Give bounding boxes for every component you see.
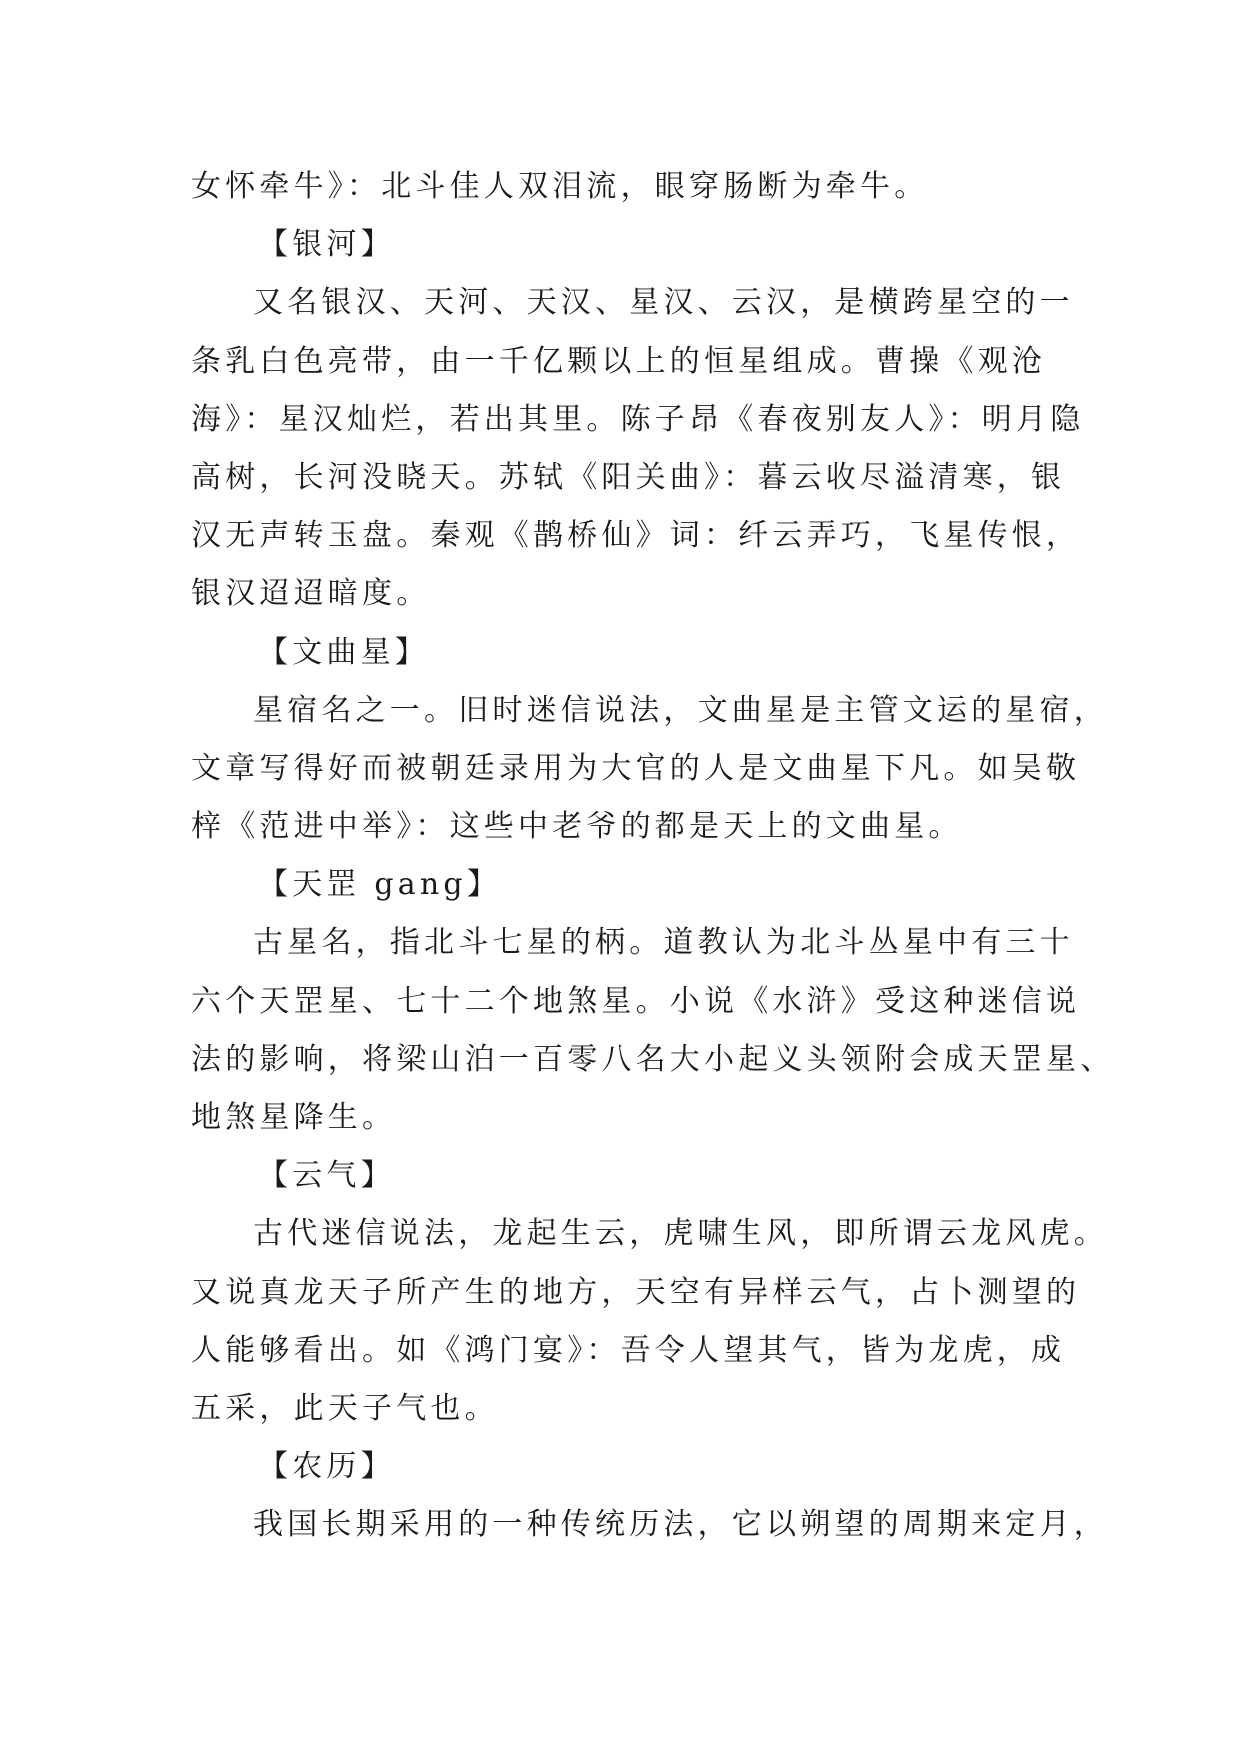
paragraph-line: 女怀牵牛》：北斗佳人双泪流，眼穿肠断为牵牛。 [191,169,929,204]
paragraph-line: 古星名，指北斗七星的柄。道教认为北斗丛星中有三十 [253,925,1074,961]
paragraph-line: 文章写得好而被朝廷录用为大官的人是文曲星下凡。如吴敬 [191,750,1081,786]
section-heading-wenquxing: 【文曲星】 [258,634,429,670]
section-heading-yunqi: 【云气】 [258,1158,395,1194]
paragraph-line: 五采，此天子气也。 [191,1390,499,1426]
paragraph-line: 梓《范进中举》：这些中老爷的都是天上的文曲星。 [191,809,963,845]
paragraph-line: 法的影响，将梁山泊一百零八名大小起义头领附会成天罡星、 [191,1041,1115,1077]
paragraph-line: 六个天罡星、七十二个地煞星。小说《水浒》受这种迷信说 [191,983,1081,1019]
paragraph-line: 人能够看出。如《鸿门宴》：吾令人望其气，皆为龙虎，成 [191,1332,1066,1368]
paragraph-line: 条乳白色亮带，由一千亿颗以上的恒星组成。曹操《观沧 [191,343,1046,379]
section-heading-nongli: 【农历】 [258,1449,395,1485]
paragraph-line: 又名银汉、天河、天汉、星汉、云汉，是横跨星空的一 [253,285,1074,321]
paragraph-line: 高树，长河没晓天。苏轼《阳关曲》：暮云收尽溢清寒，银 [191,459,1066,495]
section-heading-tiangang: 【天罡 gang】 [258,867,501,903]
section-heading-yinhe: 【银河】 [258,227,395,263]
paragraph-line: 地煞星降生。 [191,1100,397,1135]
paragraph-line: 古代迷信说法，龙起生云，虎啸生风，即所谓云龙风虎。 [253,1216,1108,1252]
paragraph-line: 又说真龙天子所产生的地方，天空有异样云气，占卜测望的 [191,1274,1081,1310]
paragraph-line: 我国长期采用的一种传统历法，它以朔望的周期来定月， [253,1507,1108,1543]
document-body [191,158,1115,1555]
paragraph-line: 汉无声转玉盘。秦观《鹊桥仙》词：纤云弄巧，飞星传恨， [191,518,1081,554]
paragraph-line: 银汉迢迢暗度。 [191,576,431,612]
paragraph-line: 海》：星汉灿烂，若出其里。陈子昂《春夜别友人》：明月隐 [191,401,1085,437]
paragraph-line: 星宿名之一。旧时迷信说法，文曲星是主管文运的星宿， [253,692,1108,728]
